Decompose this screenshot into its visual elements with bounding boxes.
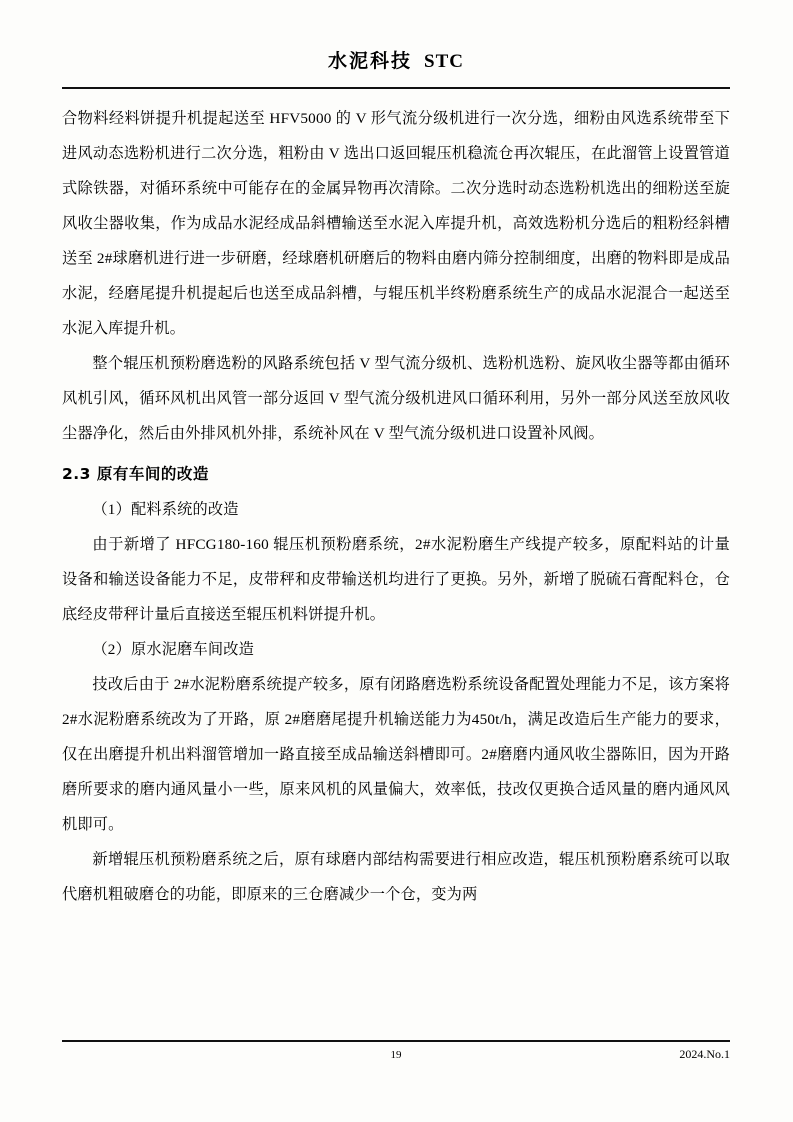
footer-content bbox=[62, 1047, 730, 1062]
subsection-1-label: （1）配料系统的改造 bbox=[92, 501, 239, 518]
paragraph-continued: 合物料经料饼提升机提起送至 HFV5000 的 V 形气流分级机进行一次分选，细粉由风选系统带至下进风动态选粉机进行二次分选，粗粉由 V 选出口返回辊压机稳流仓再次辊压，在此溜管上设置管道式除铁器，对循环系统中可能存在的金属异物再次清除。二次分选时动态选粉机选出的细粉送至旋风收尘器收集，作为成品水泥经成品斜槽输送至水泥入库提升机，高效选粉机分选后的粗粉经斜槽送至 2#球磨机进行进一步研磨，经球磨机研磨后的物料由磨内筛分控制细度，出磨的物料即是成品水泥，经磨尾提升机提起后也送至成品斜槽，与辊压机半终粉磨系统生产的成品水泥混合一起送至水泥入库提升机。 bbox=[62, 110, 730, 337]
page-content bbox=[62, 28, 730, 1088]
subsection-2-paragraph-2: 新增辊压机预粉磨系统之后，原有球磨内部结构需要进行相应改造，辊压机预粉磨系统可以取代磨机粗破磨仓的功能，即原来的三仓磨减少一个仓，变为两 bbox=[62, 851, 730, 903]
section-title: 原有车间的改造 bbox=[96, 465, 209, 483]
header-divider bbox=[62, 87, 730, 89]
issue-label: 2024.No.1 bbox=[679, 1047, 730, 1061]
subsection-1-paragraph-1: 由于新增了 HFCG180-160 辊压机预粉磨系统，2#水泥粉磨生产线提产较多，原配料站的计量设备和输送设备能力不足，皮带秤和皮带输送机均进行了更换。另外，新增了脱硫石膏配料仓，仓底经皮带秤计量后直接送至辊压机料饼提升机。 bbox=[62, 536, 730, 623]
subsection-2-paragraph-1: 技改后由于 2#水泥粉磨系统提产较多，原有闭路磨选粉系统设备配置处理能力不足，该方案将 2#水泥粉磨系统改为了开路，原 2#磨磨尾提升机输送能力为450t/h，满足改造后生产能力的要求，仅在出磨提升机出料溜管增加一路直接至成品输送斜槽即可。2#磨磨内通风收尘器陈旧，因为开路磨所要求的磨内通风量小一些，原来风机的风量偏大，效率低，技改仅更换合适风量的磨内通风风机即可。 bbox=[62, 676, 730, 833]
journal-abbrev: STC bbox=[424, 51, 464, 72]
page-footer bbox=[62, 1040, 730, 1063]
paragraph-airflow: 整个辊压机预粉磨选粉的风路系统包括 V 型气流分级机、选粉机选粉、旋风收尘器等都由循环风机引风，循环风机出风管一部分返回 V 型气流分级机进风口循环利用，另外一部分风送至放风收尘器净化，然后由外排风机外排，系统补风在 V 型气流分级机进口设置补风阀。 bbox=[62, 355, 730, 442]
subsection-2-label: （2）原水泥磨车间改造 bbox=[92, 641, 255, 658]
journal-title: 水泥科技 bbox=[328, 50, 413, 72]
page-number: 19 bbox=[390, 1048, 402, 1061]
article-body bbox=[62, 101, 730, 912]
page-header bbox=[62, 28, 730, 83]
section-heading bbox=[62, 457, 730, 492]
footer-divider bbox=[62, 1040, 730, 1042]
section-number: 2.3 bbox=[62, 465, 91, 483]
